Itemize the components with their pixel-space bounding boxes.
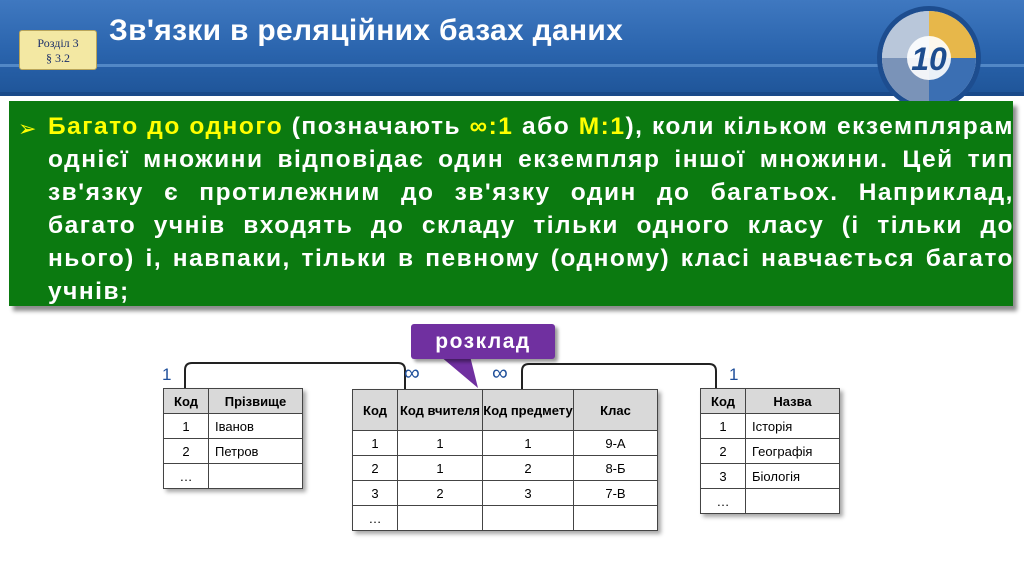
- notation-inf-1: ∞:1: [469, 113, 514, 140]
- text-fragment-1: (позначають: [283, 113, 470, 140]
- table-cell: 1: [164, 414, 209, 439]
- table-cell: 9-А: [574, 431, 658, 456]
- column-header: Код вчителя: [398, 390, 483, 431]
- badge-section: Розділ 3: [37, 36, 79, 50]
- teachers-table: [163, 388, 303, 489]
- column-header: Прізвище: [209, 389, 303, 414]
- table-cell: 2: [353, 456, 398, 481]
- mid-infinity-label-1: ∞: [404, 360, 420, 385]
- column-header: Код: [164, 389, 209, 414]
- column-header: Клас: [574, 390, 658, 431]
- schedule-callout: розклад: [411, 324, 555, 359]
- table-cell: Біологія: [746, 464, 840, 489]
- grade-number: 10: [911, 41, 947, 77]
- term-many-to-one: Багато до одного: [48, 113, 284, 140]
- text-fragment-3: ), коли кільком екземплярам однієї множини відповідає один екземпляр іншої множини. Цей тип зв'язку є протилежним до зв'язку один до багатьох. Наприклад, багато учнів входять до складу тільки одного класу (і тільки до нього) і, навпаки, тільки в певному (одному) класі навчається багато учнів;: [48, 113, 1014, 305]
- table-cell: 8-Б: [574, 456, 658, 481]
- table-row: [701, 464, 840, 489]
- table-cell: 1: [353, 431, 398, 456]
- table-row: [353, 481, 658, 506]
- left-one-label: 1: [162, 365, 172, 384]
- schedule-table: [352, 389, 658, 531]
- table-cell: Географія: [746, 439, 840, 464]
- column-header: Код предмету: [483, 390, 574, 431]
- column-header: Код: [701, 389, 746, 414]
- table-row: [164, 414, 303, 439]
- table-row: [701, 489, 840, 514]
- table-cell: [574, 506, 658, 531]
- table-cell: 1: [398, 431, 483, 456]
- table-cell: [209, 464, 303, 489]
- table-cell: …: [701, 489, 746, 514]
- table-cell: Петров: [209, 439, 303, 464]
- table-cell: [398, 506, 483, 531]
- table-row: [701, 439, 840, 464]
- table-cell: 7-В: [574, 481, 658, 506]
- table-header-row: [353, 390, 658, 431]
- table-cell: 1: [483, 431, 574, 456]
- table-cell: 2: [398, 481, 483, 506]
- table-header-row: [701, 389, 840, 414]
- table-cell: Історія: [746, 414, 840, 439]
- table-cell: [483, 506, 574, 531]
- badge-paragraph: § 3.2: [46, 51, 70, 65]
- table-row: [353, 431, 658, 456]
- table-cell: …: [164, 464, 209, 489]
- column-header: Код: [353, 390, 398, 431]
- table-cell: …: [353, 506, 398, 531]
- table-row: [164, 439, 303, 464]
- table-row: [164, 464, 303, 489]
- subjects-table: [700, 388, 840, 514]
- table-header-row: [164, 389, 303, 414]
- right-one-label: 1: [729, 365, 739, 384]
- table-cell: 1: [701, 414, 746, 439]
- column-header: Назва: [746, 389, 840, 414]
- table-cell: 3: [483, 481, 574, 506]
- table-cell: 3: [353, 481, 398, 506]
- table-row: [701, 414, 840, 439]
- table-cell: 3: [701, 464, 746, 489]
- table-cell: [746, 489, 840, 514]
- table-cell: 2: [701, 439, 746, 464]
- table-cell: Іванов: [209, 414, 303, 439]
- text-fragment-2: або: [513, 113, 579, 140]
- table-row: [353, 506, 658, 531]
- table-cell: 2: [483, 456, 574, 481]
- bullet-arrow-icon: ➢: [18, 116, 37, 141]
- table-cell: 2: [164, 439, 209, 464]
- mid-infinity-label-2: ∞: [492, 360, 508, 385]
- notation-m-1: М:1: [578, 113, 626, 140]
- page-title: Зв'язки в реляційних базах даних: [109, 14, 624, 47]
- table-cell: 1: [398, 456, 483, 481]
- table-row: [353, 456, 658, 481]
